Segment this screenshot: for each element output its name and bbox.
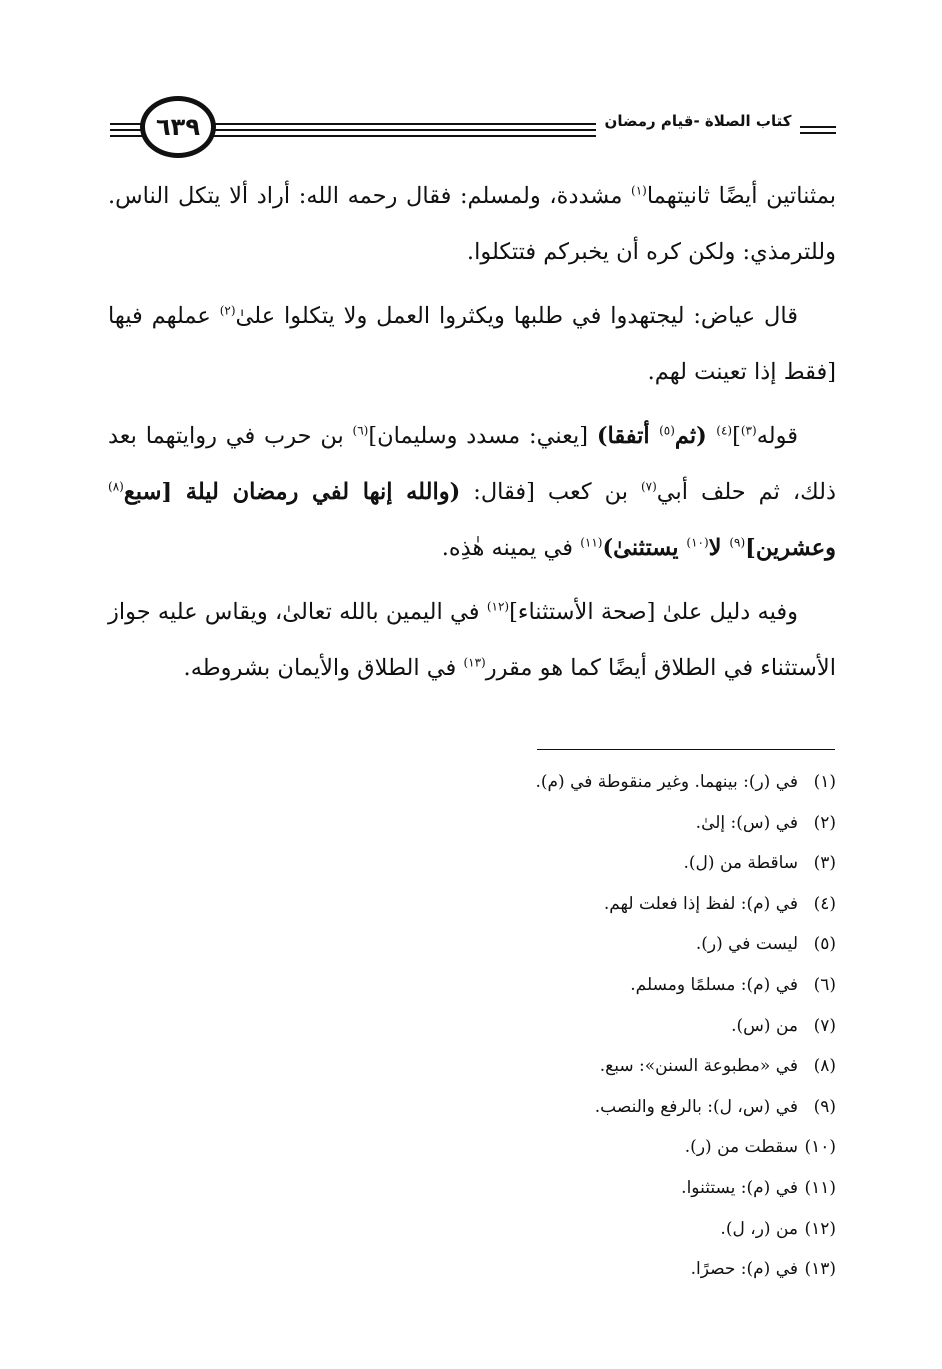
header-rule-left-2 [110, 129, 144, 131]
text-run: في اليمين بالله تعالىٰ، ويقاس عليه جواز الأستثناء في الطلاق أيضًا كما هو مقرر [108, 599, 836, 681]
text-run: قال عياض: ليجتهدوا في طلبها ويكثروا العمل ولا يتكلوا علىٰ [235, 303, 799, 329]
footnote-ref: (٢) [219, 303, 236, 318]
footnote-ref: (١) [631, 183, 647, 198]
footnote-text: في (م): يستثنوا. [681, 1177, 798, 1198]
page-number: ٦٣٩ [140, 96, 216, 158]
footnote-number: (٥) [813, 934, 836, 955]
header-rule-mid [212, 123, 596, 125]
footnote-number: (١٣) [804, 1259, 836, 1280]
footnote-ref: (١٢) [486, 599, 510, 614]
text-run: ] [732, 423, 741, 449]
footnote-number: (٦) [813, 974, 836, 995]
footnote [400, 762, 836, 803]
footnote-text: في «مطبوعة السنن»: سبع. [599, 1056, 798, 1077]
bold-run: أتفقا) [596, 423, 660, 449]
header-rule-left-3 [110, 135, 144, 137]
footnote-number: (١٢) [804, 1218, 836, 1239]
header-rule-mid-2 [212, 129, 596, 131]
footnote [400, 1127, 836, 1168]
footnote-number: (١٠) [804, 1137, 836, 1158]
footnote-ref: (٨) [108, 479, 124, 494]
text-run: في الطلاق والأيمان بشروطه. [183, 655, 464, 681]
bold-run: (ثم [674, 423, 717, 449]
paragraph-2 [108, 288, 836, 400]
footnote-text: من (س). [731, 1015, 798, 1036]
running-title: كتاب الصلاة -قيام رمضان [604, 112, 792, 130]
header-rule-left [110, 123, 144, 125]
paragraph-4 [108, 584, 836, 696]
footnote [400, 803, 836, 844]
footnote-text: في (س، ل): بالرفع والنصب. [594, 1096, 798, 1117]
footnote [400, 1087, 836, 1128]
footnote [400, 1168, 836, 1209]
text-run: [يعني: مسدد وسليمان] [368, 423, 597, 449]
paragraph-3 [108, 408, 836, 576]
main-text [108, 168, 836, 704]
footnote-text: في (س): إلىٰ. [695, 812, 798, 833]
bold-run: (والله إنها لفي رمضان ليلة [سبع [123, 479, 461, 505]
bold-run: يستثنىٰ) [602, 535, 687, 561]
footnotes [400, 762, 836, 1290]
bold-run: وعشرين] [745, 535, 836, 561]
footnote [400, 1006, 836, 1047]
footnote-number: (٨) [813, 1056, 836, 1077]
footnote-ref: (١١) [580, 535, 603, 550]
text-run: وفيه دليل علىٰ [صحة الأستثناء] [509, 599, 799, 625]
footnote-ref: (٦) [352, 423, 369, 438]
footnote [400, 924, 836, 965]
footnote-ref: (٣) [740, 423, 757, 438]
footnote-text: ليست في (ر). [695, 934, 798, 955]
footnote-text: سقطت من (ر). [684, 1137, 798, 1158]
footnote-number: (١) [813, 772, 836, 792]
footnote-text: في (ر): بينهما. وغير منقوطة في (م). [535, 772, 798, 792]
footnote-ref: (١٠) [686, 535, 709, 550]
page-header [0, 0, 942, 170]
header-rule-right [800, 126, 836, 128]
footnote-number: (٩) [813, 1096, 836, 1117]
text-run: بن كعب [فقال: [460, 479, 641, 505]
footnote [400, 884, 836, 925]
footnote [400, 1209, 836, 1250]
header-rule-mid-3 [212, 135, 596, 137]
footnote-ref: (٥) [659, 423, 675, 438]
footnote-ref: (٧) [640, 479, 657, 494]
footnote-text: في (م): مسلمًا ومسلم. [630, 974, 798, 995]
text-run: قوله [756, 423, 798, 449]
footnote [400, 843, 836, 884]
footnote [400, 1249, 836, 1290]
footnote-number: (٧) [813, 1015, 836, 1036]
footnote-separator [537, 749, 835, 750]
footnote-number: (١١) [804, 1177, 836, 1198]
header-rule-right-2 [800, 132, 836, 134]
text-run: في يمينه هٰذِه. [441, 535, 581, 561]
footnote-text: في (م): حصرًا. [690, 1259, 798, 1280]
paragraph-1 [108, 168, 836, 280]
footnote-number: (٢) [813, 812, 836, 833]
footnote-ref: (١٣) [463, 655, 486, 670]
text-run: بمثناتين أيضًا ثانيتهما [646, 183, 836, 209]
footnote-number: (٤) [813, 893, 836, 914]
footnote [400, 965, 836, 1006]
footnote-ref: (٩) [729, 535, 746, 550]
footnote-text: من (ر، ل). [720, 1218, 798, 1239]
text-run: بن حرب في روايتهما بعد ذلك، ثم حلف أبي [108, 423, 836, 505]
text-run: عملهم فيها [فقط إذا تعينت لهم. [108, 303, 836, 385]
footnote-text: ساقطة من (ل). [683, 853, 798, 874]
text-run: مشددة، ولمسلم: فقال رحمه الله: أراد ألا يتكل الناس. وللترمذي: ولكن كره أن يخبركم فتتكلوا. [108, 183, 836, 265]
bold-run: لا [708, 535, 730, 561]
footnote-ref: (٤) [716, 423, 733, 438]
footnote-text: في (م): لفظ إذا فعلت لهم. [603, 893, 798, 914]
footnote-number: (٣) [813, 853, 836, 874]
footnote [400, 1046, 836, 1087]
